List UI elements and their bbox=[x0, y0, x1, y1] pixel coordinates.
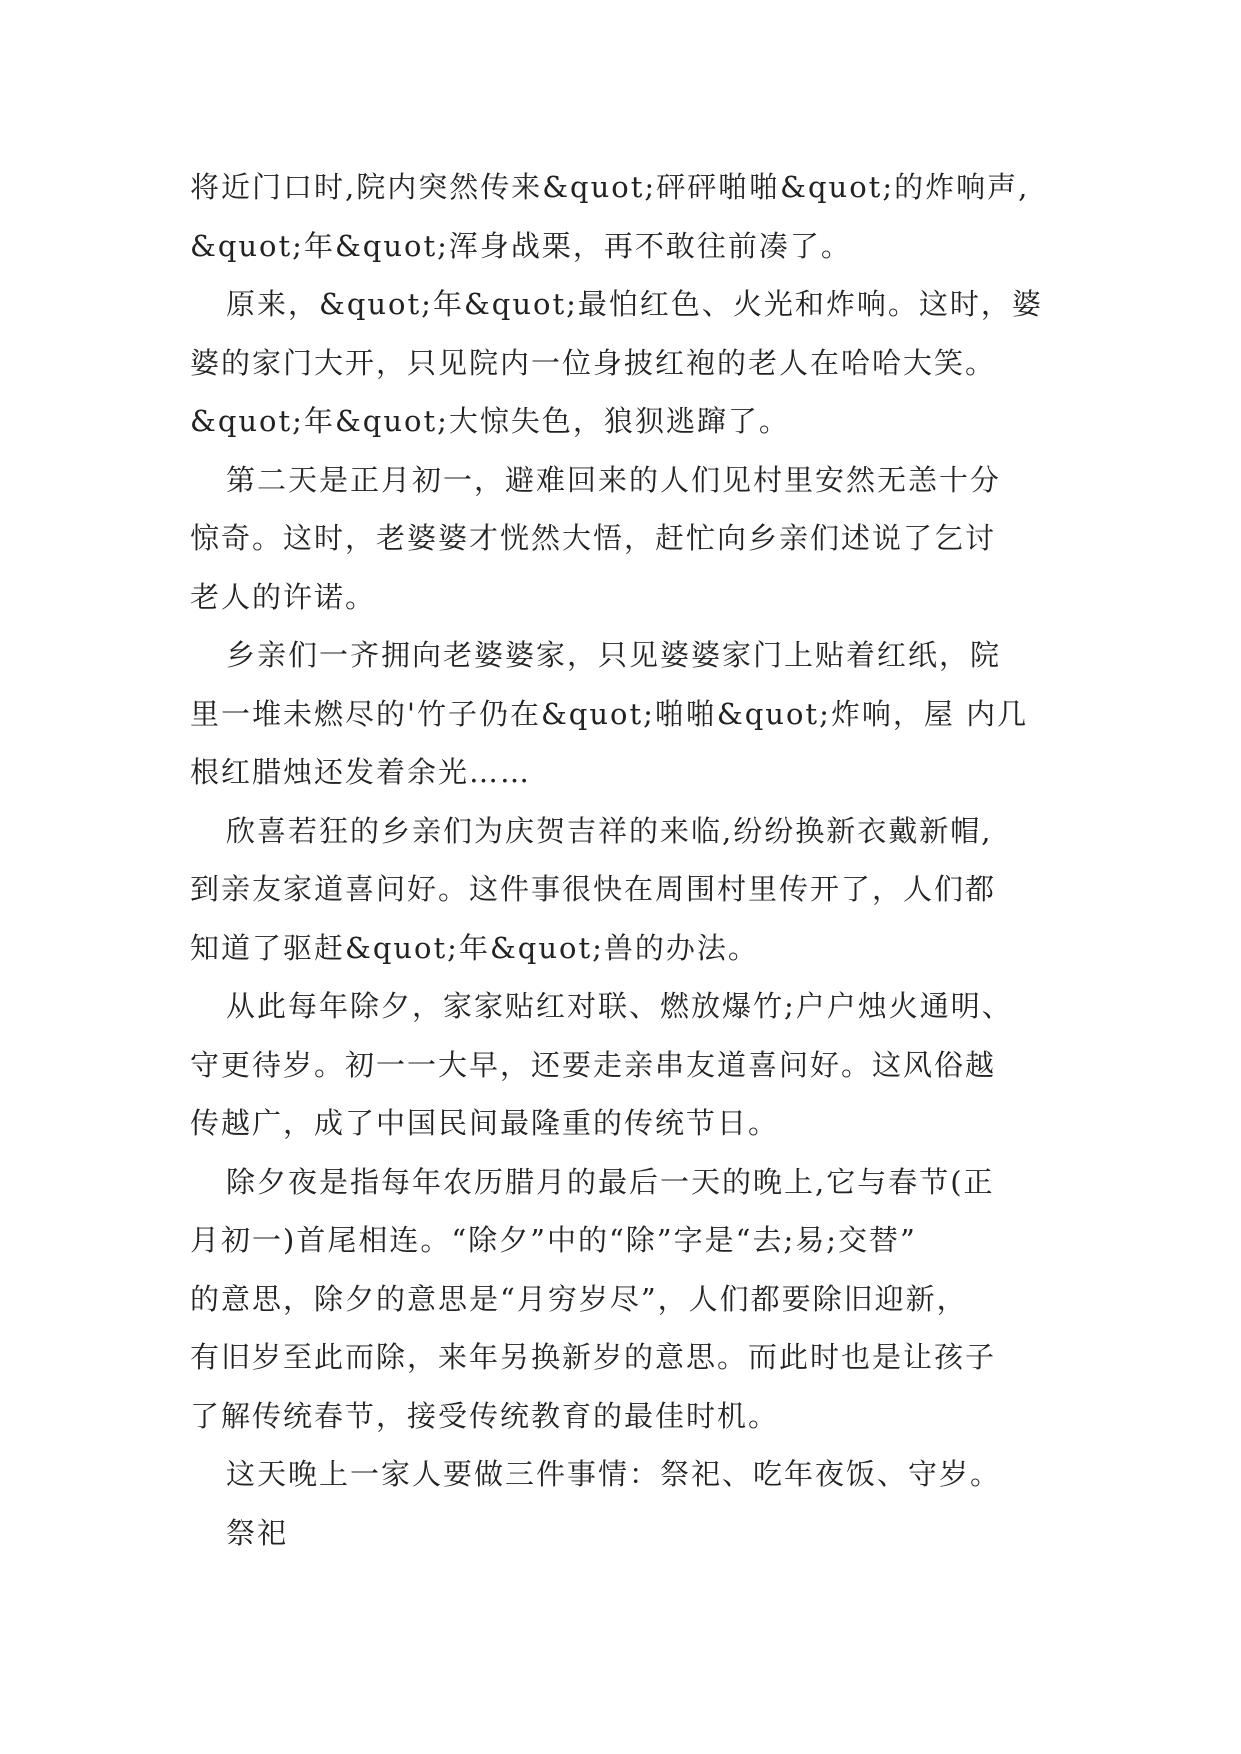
text-line: 的意思，除夕的意思是“月穷岁尽”，人们都要除旧迎新， bbox=[190, 1281, 968, 1316]
text-line: 知道了驱赶&quot;年&quot;兽的办法。 bbox=[190, 930, 759, 965]
text-line: 有旧岁至此而除，来年另换新岁的意思。而此时也是让孩子 bbox=[190, 1340, 997, 1374]
text-line: 根红腊烛还发着余光…… bbox=[190, 755, 532, 789]
paragraph-start-line: 这天晚上一家人要做三件事情：祭祀、吃年夜饭、守岁。 bbox=[226, 1457, 1002, 1491]
paragraph-start-line: 除夕夜是指每年农历腊月的最后一天的晚上,它与春节(正 bbox=[226, 1164, 995, 1199]
text-line: 婆的家门大开，只见院内一位身披红袍的老人在哈哈大笑。 bbox=[190, 345, 997, 380]
paragraph-start-line: 乡亲们一齐拥向老婆婆家，只见婆婆家门上贴着红纸，院 bbox=[226, 638, 1002, 672]
text-line: 守更待岁。初一一大早，还要走亲串友道喜问好。这风俗越 bbox=[190, 1047, 997, 1082]
text-line: &quot;年&quot;大惊失色，狼狈逃蹿了。 bbox=[190, 404, 790, 438]
text-line: &quot;年&quot;浑身战栗，再不敢往前凑了。 bbox=[190, 228, 852, 263]
paragraph-start-line: 第二天是正月初一，避难回来的人们见村里安然无恙十分 bbox=[226, 462, 1002, 497]
paragraph-start-line: 原来，&quot;年&quot;最怕红色、火光和炸响。这时，婆 bbox=[226, 287, 1043, 321]
paragraph-start-line: 从此每年除夕，家家贴红对联、燃放爆竹;户户烛火通明、 bbox=[226, 989, 1013, 1023]
text-line: 惊奇。这时，老婆婆才恍然大悟，赶忙向乡亲们述说了乞讨 bbox=[190, 521, 997, 555]
text-line: 了解传统春节，接受传统教育的最佳时机。 bbox=[190, 1398, 780, 1433]
paragraph-start-line: 欣喜若狂的乡亲们为庆贺吉祥的来临,纷纷换新衣戴新帽, bbox=[226, 813, 993, 848]
text-line: 到亲友家道喜问好。这件事很快在周围村里传开了，人们都 bbox=[190, 872, 997, 906]
text-line: 将近门口时,院内突然传来&quot;砰砰啪啪&quot;的炸响声, bbox=[190, 170, 1030, 204]
document-body bbox=[190, 158, 1070, 1562]
section-heading: 祭祀 bbox=[226, 1515, 289, 1550]
text-line: 传越广，成了中国民间最隆重的传统节日。 bbox=[190, 1106, 780, 1140]
text-line: 老人的许诺。 bbox=[190, 579, 377, 614]
text-line: 月初一)首尾相连。“除夕”中的“除”字是“去;易;交替” bbox=[190, 1223, 917, 1257]
text-line: 里一堆未燃尽的'竹子仍在&quot;啪啪&quot;炸响，屋 内几 bbox=[190, 696, 1029, 731]
